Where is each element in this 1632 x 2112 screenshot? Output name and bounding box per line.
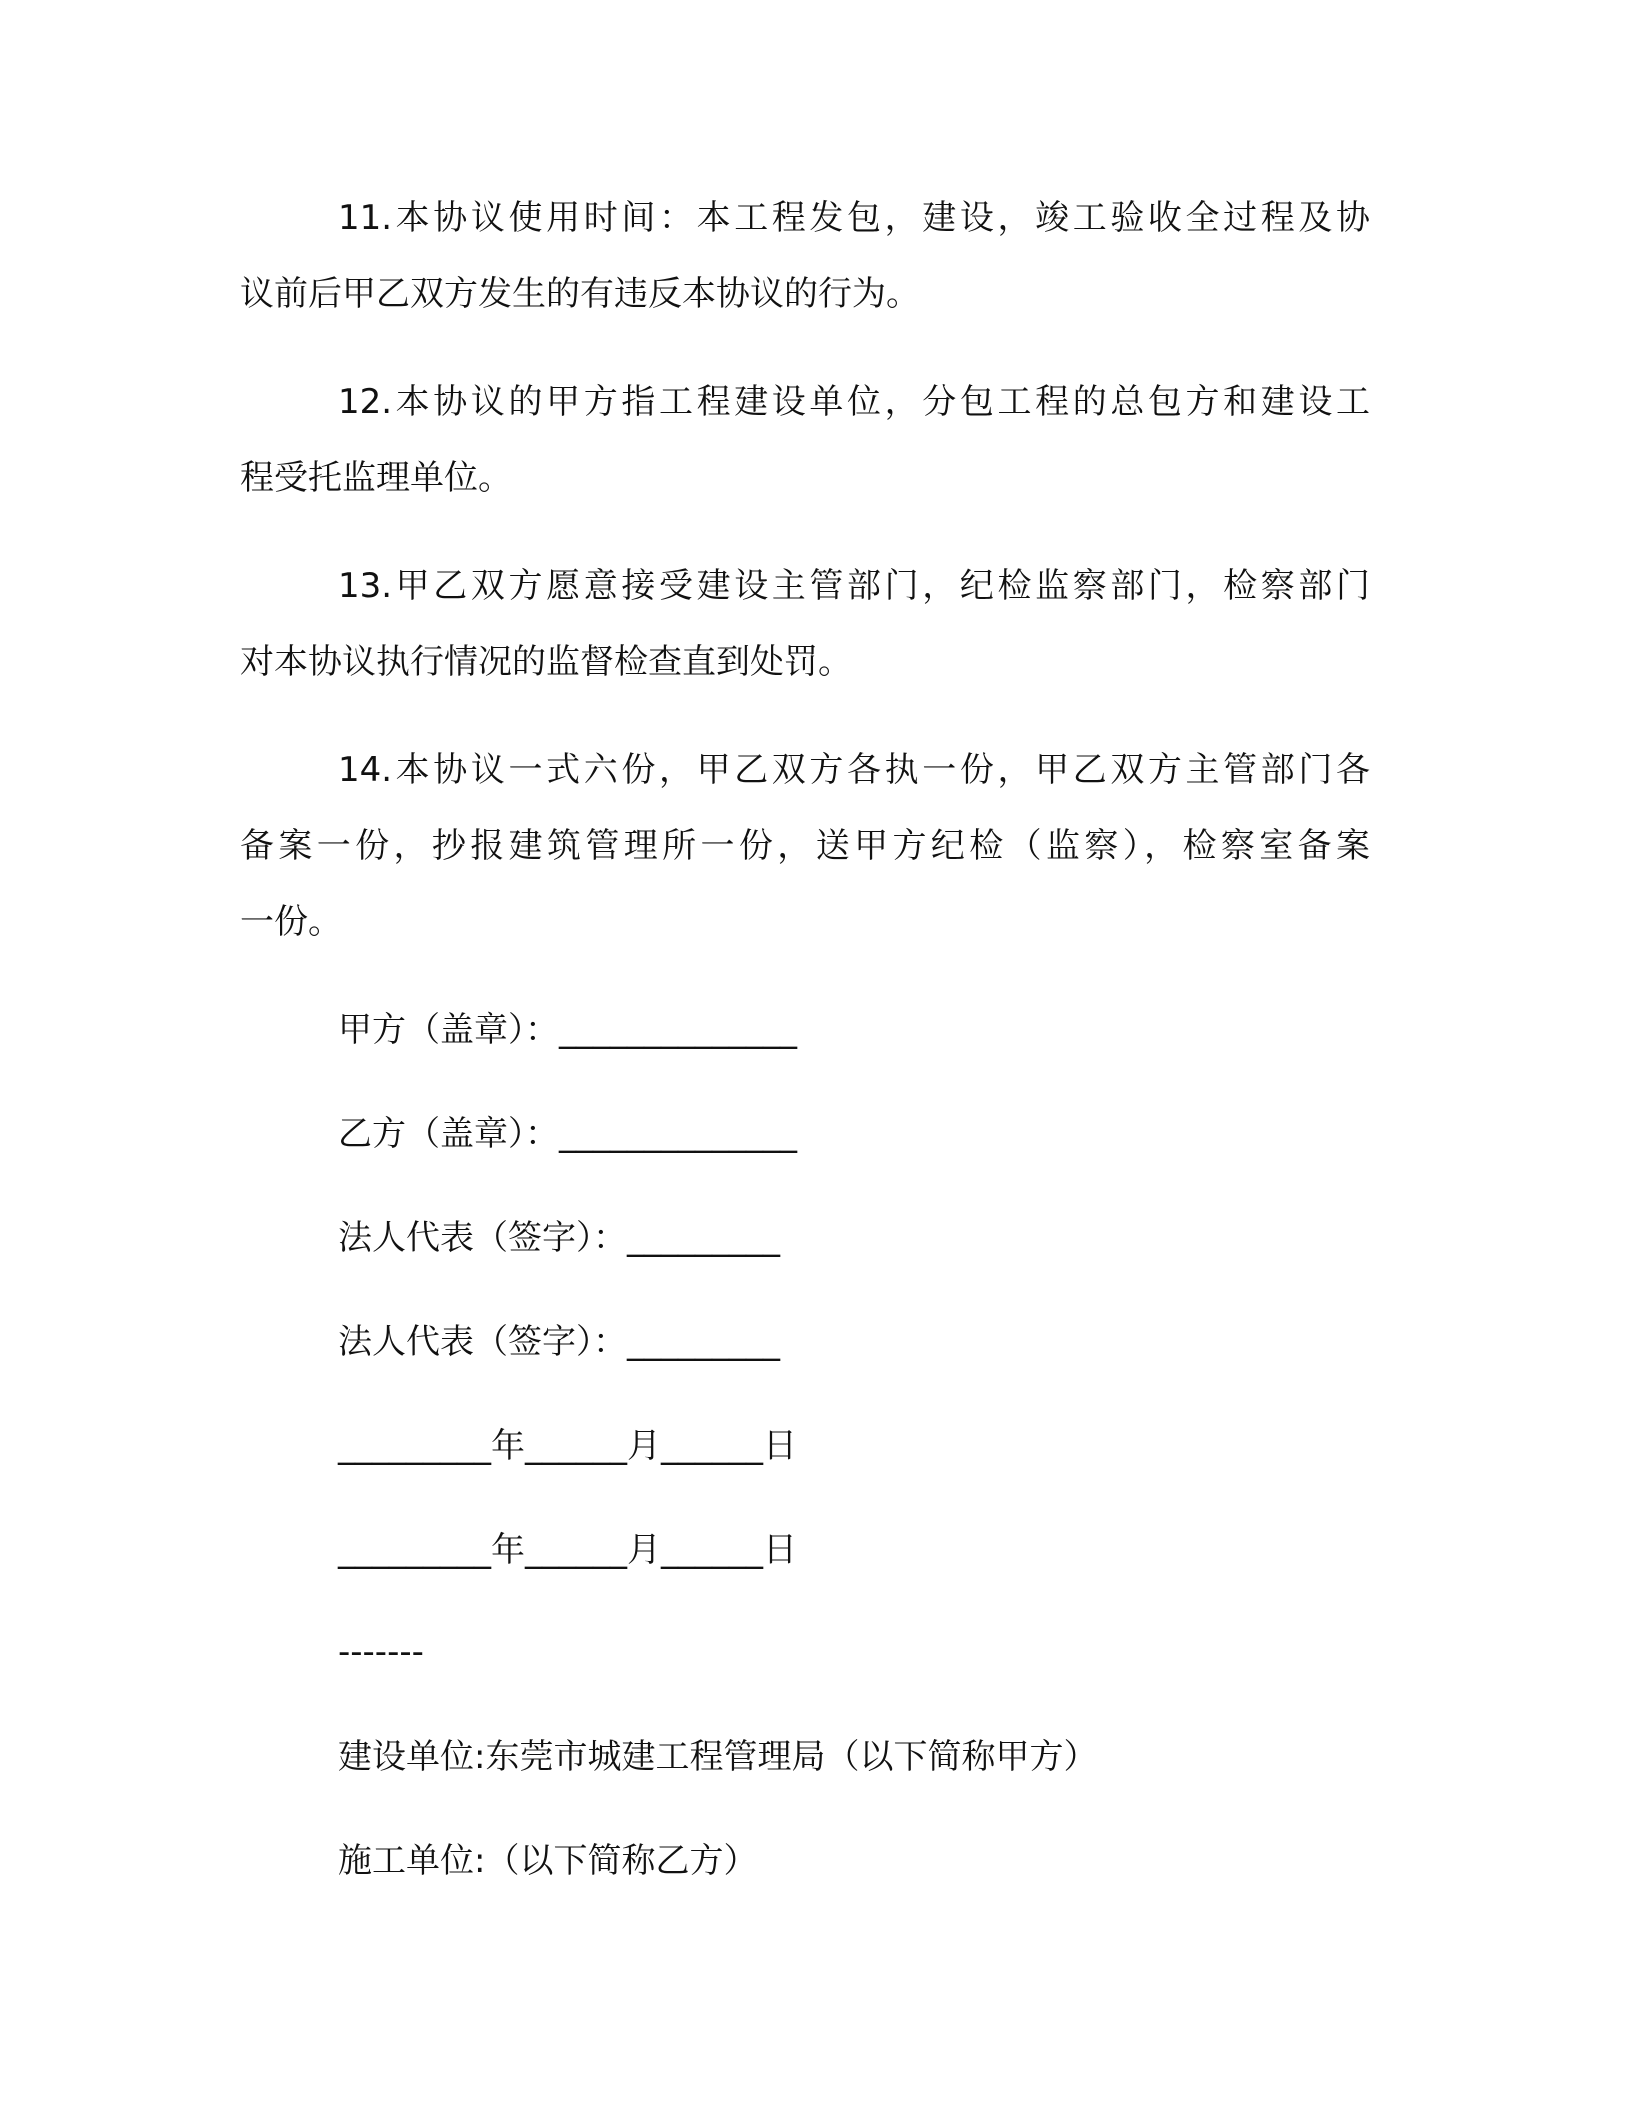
date-field-1: _________年______月______日 (338, 1426, 797, 1466)
legal-rep-signature-field-2: 法人代表（签字）：_________ (338, 1322, 780, 1362)
section-separator: ------- (338, 1632, 424, 1672)
clause-13-line-2: 对本协议执行情况的监督检查直到处罚。 (240, 642, 852, 682)
clause-14-line-1: 14.本协议一式六份，甲乙双方各执一份，甲乙双方主管部门各 (338, 750, 1370, 790)
clause-14-line-3: 一份。 (240, 902, 342, 942)
contractor-unit-line: 施工单位:（以下简称乙方） (338, 1841, 758, 1881)
legal-rep-signature-field-1: 法人代表（签字）：_________ (338, 1218, 780, 1258)
party-b-seal-field: 乙方（盖章）：______________ (338, 1114, 797, 1154)
clause-12-line-2: 程受托监理单位。 (240, 458, 512, 498)
clause-14-line-2: 备案一份，抄报建筑管理所一份，送甲方纪检（监察），检察室备案 (240, 826, 1370, 866)
clause-11-line-2: 议前后甲乙双方发生的有违反本协议的行为。 (240, 274, 920, 314)
construction-unit-line: 建设单位:东莞市城建工程管理局（以下简称甲方） (338, 1737, 1098, 1777)
party-a-seal-field: 甲方（盖章）：______________ (338, 1010, 797, 1050)
clause-11-line-1: 11.本协议使用时间：本工程发包，建设，竣工验收全过程及协 (338, 198, 1370, 238)
clause-13-line-1: 13.甲乙双方愿意接受建设主管部门，纪检监察部门，检察部门 (338, 566, 1370, 606)
date-field-2: _________年______月______日 (338, 1530, 797, 1570)
clause-12-line-1: 12.本协议的甲方指工程建设单位，分包工程的总包方和建设工 (338, 382, 1370, 422)
